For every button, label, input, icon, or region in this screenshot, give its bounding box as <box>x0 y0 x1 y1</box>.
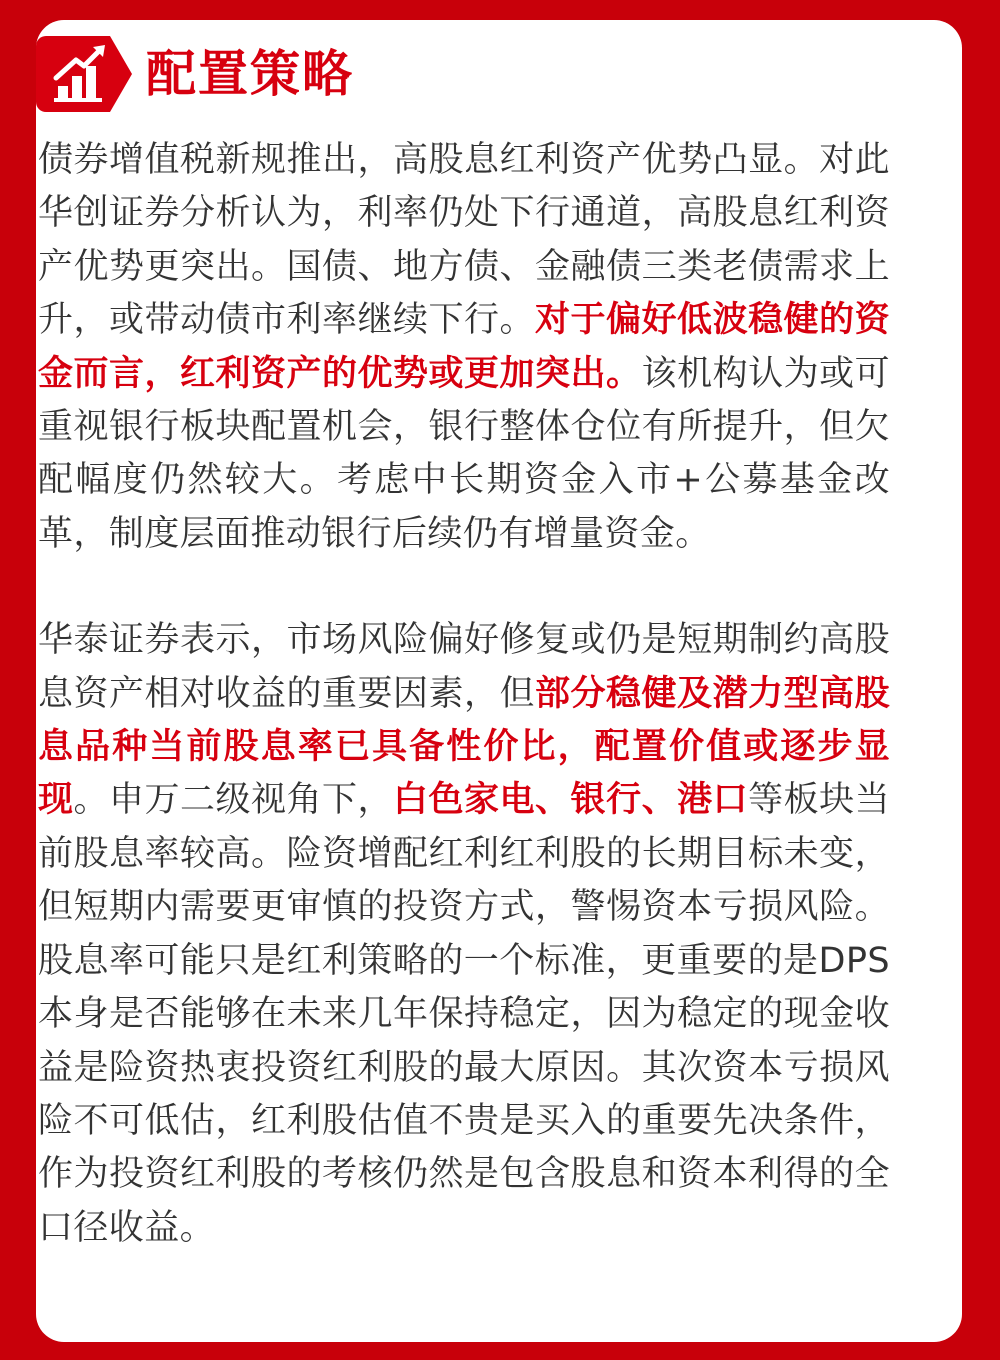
text-segment: 等板块当前股息率较高。险资增配红利红利股的长期目标未变，但短期内需要更审慎的投资方式，警惕资本亏损风险。股息率可能只是红利策略的一个标准，更重要的是DPS本身是否能够在未来几年保持稳定，因为稳定的现金收益是险资热衷投资红利股的最大原因。其次资本亏损风险不可低估，红利股估值不贵是买入的重要先决条件，作为投资红利股的考核仍然是包含股息和资本利得的全口径收益。 <box>38 780 890 1248</box>
rising-bar-chart-icon <box>36 36 132 112</box>
page-title: 配置策略 <box>146 45 354 103</box>
highlight-sectors: 白色家电、银行、港口 <box>393 780 749 821</box>
section-header <box>36 36 354 112</box>
text-segment: 债券增值税新规推出，高股息红利资产优势凸显。对此华创证券分析认为，利率仍处下行通道，高股息红利资产优势更突出。国债、地方债、金融债三类老债需求上升，或带动债市利率继续下行。 <box>38 140 890 341</box>
paragraph-huatai-view <box>38 614 890 1255</box>
paragraph-bond-tax <box>38 134 890 561</box>
article-body <box>38 134 890 1255</box>
text-segment: 。申万二级视角下， <box>73 780 394 821</box>
highlight-text: 对于偏好低波稳健的资金而言，红利资产的优势或更加突出。 <box>38 300 890 394</box>
text-segment: 该机构认为或可重视银行板块配置机会，银行整体仓位有所提升，但欠配幅度仍然较大。考虑中长期资金入市+公募基金改革，制度层面推动银行后续仍有增量资金。 <box>38 353 890 554</box>
text-segment: 华泰证券表示，市场风险偏好修复或仍是短期制约高股息资产相对收益的重要因素，但 <box>38 620 890 714</box>
highlight-text: 部分稳健及潜力型高股息品种当前股息率已具备性价比，配置价值或逐步显现 <box>38 673 890 821</box>
